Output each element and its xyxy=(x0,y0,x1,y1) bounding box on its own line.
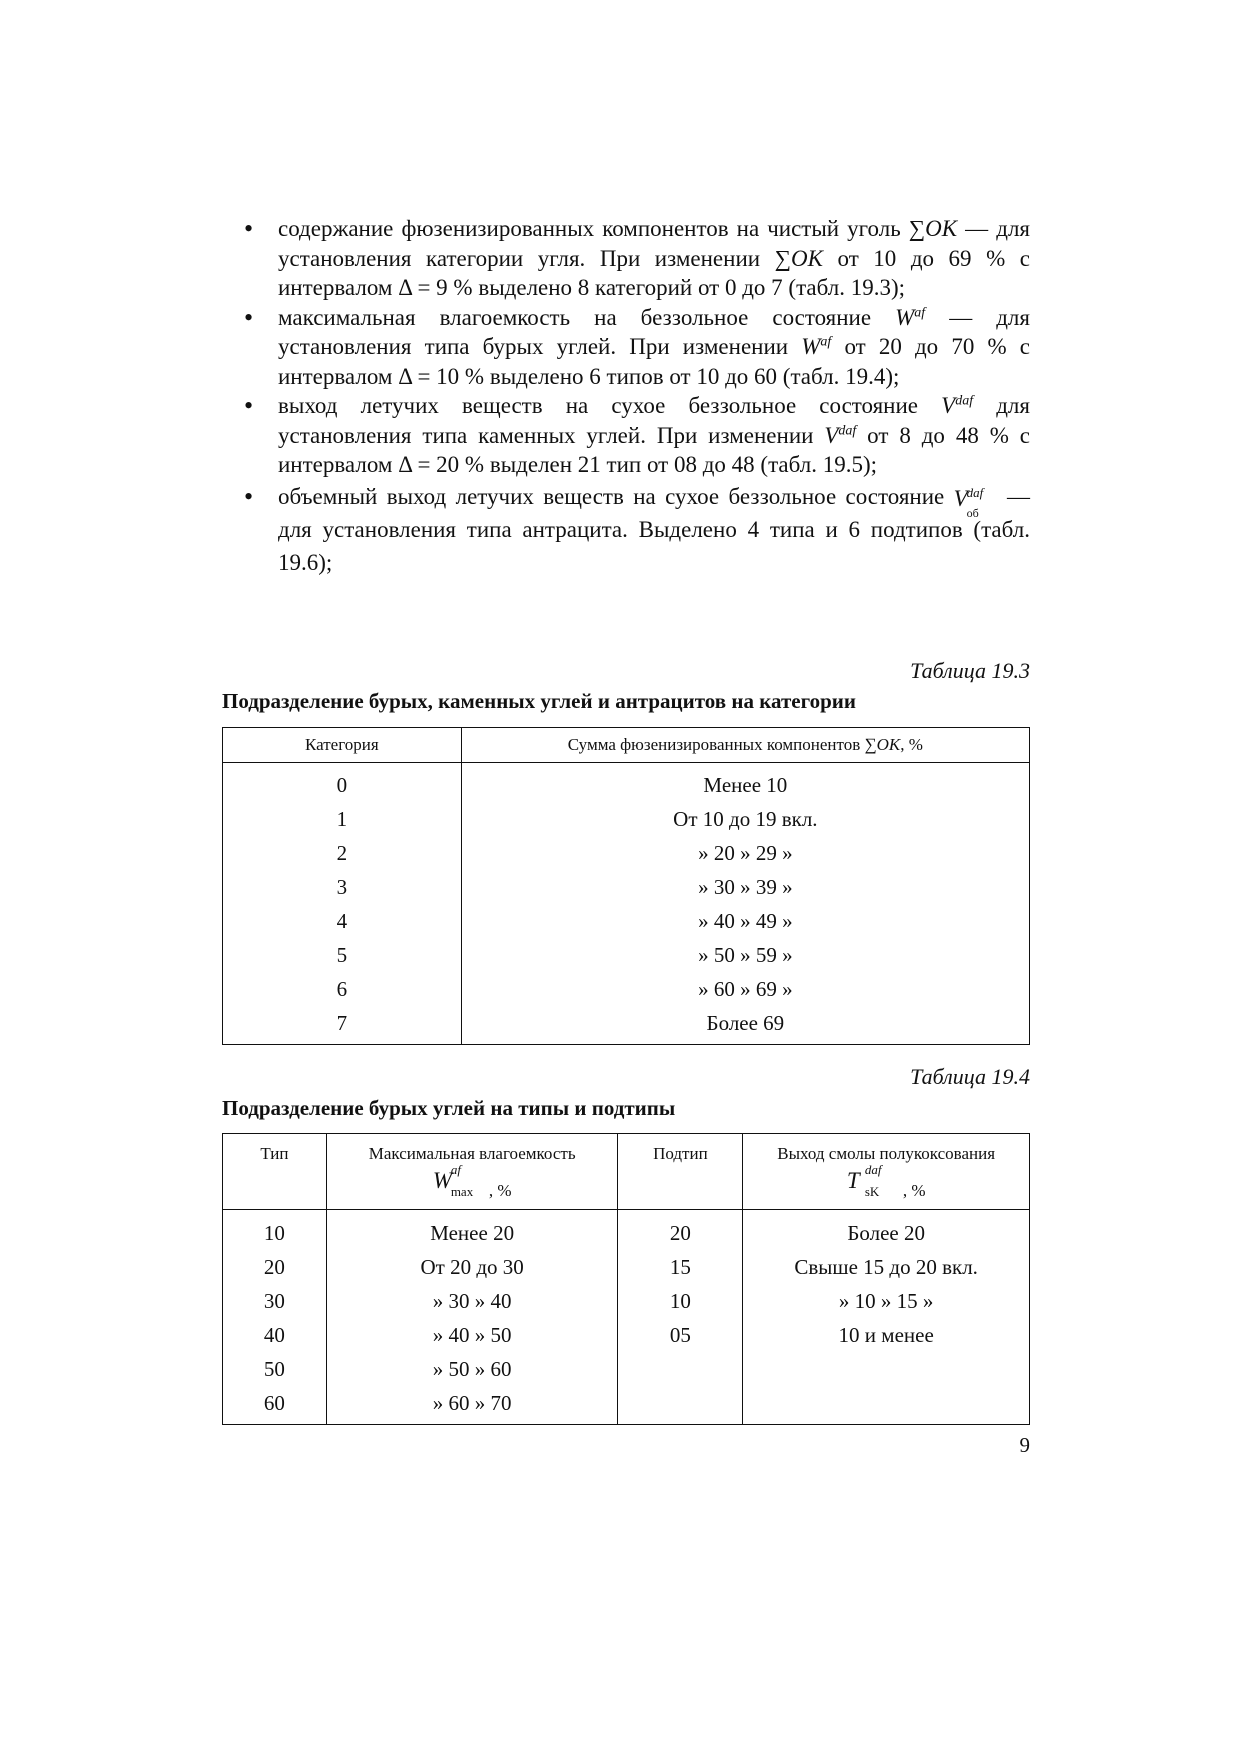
table-19-3-title: Подразделение бурых, каменных углей и антрацитов на категории xyxy=(222,689,856,713)
bullet-item-fusinite: • содержание фюзенизированных компонентов на чистый уголь ∑OK — для установления категории угля. При изменении ∑OK от 10 до 69 % с интервалом Δ = 9 % выделено 8 категорий от 0 до 7 (табл. 19.3); xyxy=(278,214,1030,303)
table-row: 7 Более 69 xyxy=(223,1006,1030,1045)
table-row: 2 » 20 » 29 » xyxy=(223,836,1030,870)
table-19-4-title: Подразделение бурых углей на типы и подтипы xyxy=(222,1096,676,1120)
table-row: 10 Менее 20 20 Более 20 xyxy=(223,1210,1030,1251)
bullet-item-volatiles: • выход летучих веществ на сухое беззольное состояние $V^{daf}$ для установления типа каменных углей. При изменении $V^{daf}$ от 8 до 48 % с интервалом Δ = 20 % выделен 21 тип от 08 до 48 (табл. 19.5); xyxy=(278,391,1030,480)
w-af-symbol: $W^{af}$ xyxy=(895,304,926,330)
w-af-max-symbol: W af max xyxy=(432,1162,474,1199)
table-19-3-caption: Таблица 19.3 xyxy=(910,658,1030,683)
table-row: 1 От 10 до 19 вкл. xyxy=(223,802,1030,836)
table-row: 3 » 30 » 39 » xyxy=(223,870,1030,904)
table-row: 60 » 60 » 70 xyxy=(223,1386,1030,1425)
sum-ok-symbol: ∑OK xyxy=(774,245,823,271)
sum-ok-symbol: ∑OK xyxy=(908,216,958,241)
column-header-tar: Выход смолы полукоксования T daf sK , % xyxy=(743,1134,1030,1210)
table-row: 5 » 50 » 59 » xyxy=(223,938,1030,972)
table-row: 50 » 50 » 60 xyxy=(223,1352,1030,1386)
table-row: 20 От 20 до 30 15 Свыше 15 до 20 вкл. xyxy=(223,1250,1030,1284)
w-af-symbol: $W^{af}$ xyxy=(801,334,832,359)
table-19-4 xyxy=(222,1133,1030,1425)
table-row: 6 » 60 » 69 » xyxy=(223,972,1030,1006)
column-header-type: Тип xyxy=(223,1134,327,1210)
table-header-row xyxy=(223,1134,1030,1210)
v-daf-symbol: $V^{daf}$ xyxy=(941,393,974,418)
table-row: 30 » 30 » 40 10 » 10 » 15 » xyxy=(223,1284,1030,1318)
t-sk-daf-symbol: T daf sK xyxy=(846,1162,882,1199)
table-row: 0 Менее 10 xyxy=(223,763,1030,803)
bullet-list xyxy=(278,214,1030,579)
column-header-category: Категория xyxy=(223,728,462,763)
page-number: 9 xyxy=(1019,1433,1030,1457)
table-19-3 xyxy=(222,727,1030,1045)
bullet-item-moisture: • максимальная влагоемкость на беззольное состояние $W^{af}$ — для установления типа бурых углей. При изменении $W^{af}$ от 20 до 70 % с интервалом Δ = 10 % выделено 6 типов от 10 до 60 (табл. 19.4); xyxy=(278,303,1030,392)
column-header-moisture: Максимальная влагоемкость W af max , % xyxy=(326,1134,618,1210)
bullet-item-volumetric: • объемный выход летучих веществ на сухое беззольное состояние V daf об — для установления типа антрацита. Выделено 4 типа и 6 подтипов (табл. 19.6); xyxy=(278,480,1030,579)
column-header-subtype: Подтип xyxy=(618,1134,743,1210)
v-daf-symbol: $V^{daf}$ xyxy=(824,422,857,448)
table-row: 4 » 40 » 49 » xyxy=(223,904,1030,938)
table-row: 40 » 40 » 50 05 10 и менее xyxy=(223,1318,1030,1352)
table-header-row xyxy=(223,728,1030,763)
v-ob-daf-symbol: V daf об xyxy=(953,484,984,520)
table-19-4-caption: Таблица 19.4 xyxy=(910,1064,1030,1089)
column-header-sum: Сумма фюзенизированных компонентов ∑OK, % xyxy=(461,728,1029,763)
